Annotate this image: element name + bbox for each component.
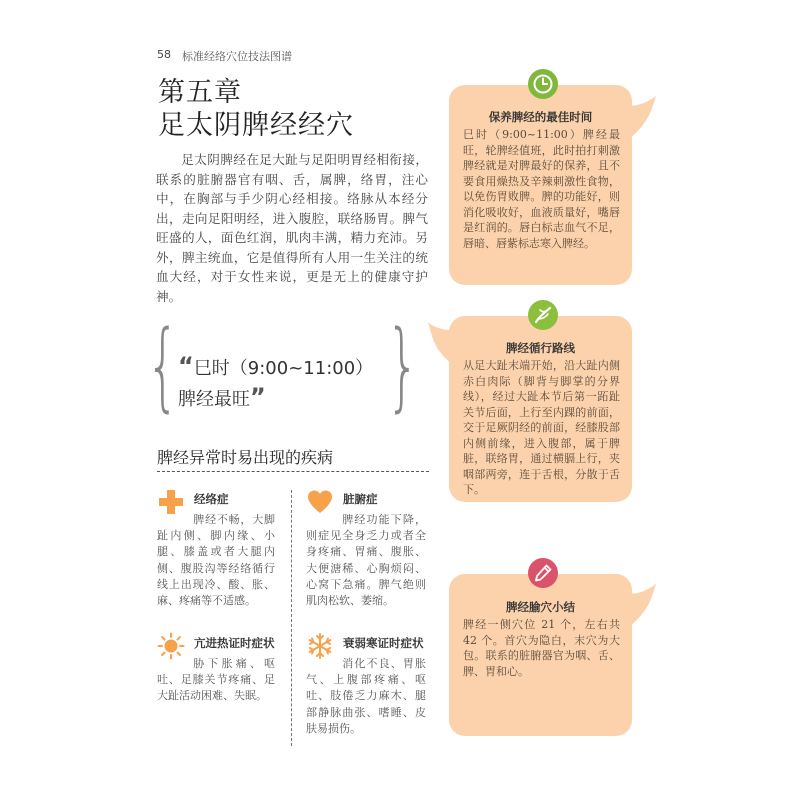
chapter-title: 足太阴脾经经穴 xyxy=(158,110,354,141)
chapter-label: 第五章 xyxy=(158,77,242,108)
disease-title: 衰弱寒证时症状 xyxy=(343,636,424,650)
card-tail xyxy=(628,96,658,146)
pull-quote xyxy=(178,352,378,414)
disease-text: 消化不良、胃胀气、上腹部疼痛、呕吐、肢倦乏力麻木、腿部静脉曲张、嗜睡、皮肤易损伤。 xyxy=(306,657,426,735)
page-number: 58 xyxy=(157,48,171,61)
section-title: 脾经异常时易出现的疾病 xyxy=(157,448,334,467)
leg-meridian-icon xyxy=(528,300,558,330)
left-brace: { xyxy=(146,310,180,422)
disease-text: 胁下胀痛、呕吐、足膝关节疼痛、足大趾活动困难、失眠。 xyxy=(157,657,275,703)
column-divider xyxy=(291,490,292,746)
pencil-badge xyxy=(528,558,558,588)
disease-title: 脏腑症 xyxy=(343,492,378,506)
card-title: 脾经腧穴小结 xyxy=(506,600,575,614)
clock-badge xyxy=(528,69,558,99)
open-quote-mark: “ xyxy=(178,352,194,380)
close-quote-mark: ” xyxy=(250,383,266,411)
clock-icon xyxy=(528,69,558,99)
disease-text: 脾经功能下降，则症见全身乏力或者全身疼痛、胃痛、腹胀、大便溏稀、心胸烦闷、心窝下急痛。脾气绝则肌肉松软、萎缩。 xyxy=(306,513,426,608)
card-tail xyxy=(426,322,452,370)
disease-text: 脾经不畅，大脚趾内侧、脚内缘、小腿、膝盖或者大腿内侧、腹股沟等经络循行线上出现冷、酸、胀、麻、疼痛等不适感。 xyxy=(157,513,275,608)
pencil-icon xyxy=(528,558,558,588)
quote-text: 巳时（9:00~11:00）脾经最旺 xyxy=(178,358,374,410)
disease-title: 经络症 xyxy=(194,492,229,506)
right-brace: } xyxy=(386,310,420,422)
disease-title: 亢进热证时症状 xyxy=(194,636,275,650)
intro-paragraph: 足太阴脾经在足大趾与足阳明胃经相衔接，联系的脏腑器官有咽、舌，属脾，络胃，注心中，在胸部与手少阴心经相接。络脉从本经分出，走向足阳明经，进入腹腔，联络肠胃。脾气旺盛的人，面色红润，肌肉丰满，精力充沛。另外，脾主统血，它是值得所有人用一生关注的统血大经，对于女性来说，更是无上的健康守护神。 xyxy=(156,152,428,304)
card-text: 脾经一侧穴位 21 个，左右共 42 个。首穴为隐白，末穴为大包。联系的脏腑器官为咽、舌、脾、胃和心。 xyxy=(463,618,620,678)
book-title: 标准经络穴位技法图谱 xyxy=(182,50,292,63)
card-tail xyxy=(628,584,658,634)
card-title: 保养脾经的最佳时间 xyxy=(488,110,593,124)
section-divider xyxy=(157,471,429,472)
card-best-time xyxy=(449,85,632,285)
card-title: 脾经循行路线 xyxy=(506,341,575,355)
leg-badge xyxy=(528,300,558,330)
card-text: 巳时（9:00~11:00）脾经最旺，轮脾经值班，此时拍打刺激脾经就是对脾最好的保养，且不要食用燥热及辛辣刺激性食物，以免伤胃败脾。脾的功能好，则消化吸收好，血液质量好，嘴唇是红润的。唇白标志血气不足，唇暗、唇紫标志寒入脾经。 xyxy=(463,128,620,250)
card-text: 从足大趾末端开始，沿大趾内侧赤白肉际（脚背与脚掌的分界线），经过大趾本节后第一跖趾关节后面，上行至内踝的前面，交于足厥阴经的前面，经膝股部内侧前缘，进入腹部，属于脾脏，联络胃，通过横膈上行，夹咽部两旁，连于舌根，分散于舌下。 xyxy=(463,359,620,496)
card-summary xyxy=(449,574,632,736)
card-route xyxy=(449,316,632,502)
